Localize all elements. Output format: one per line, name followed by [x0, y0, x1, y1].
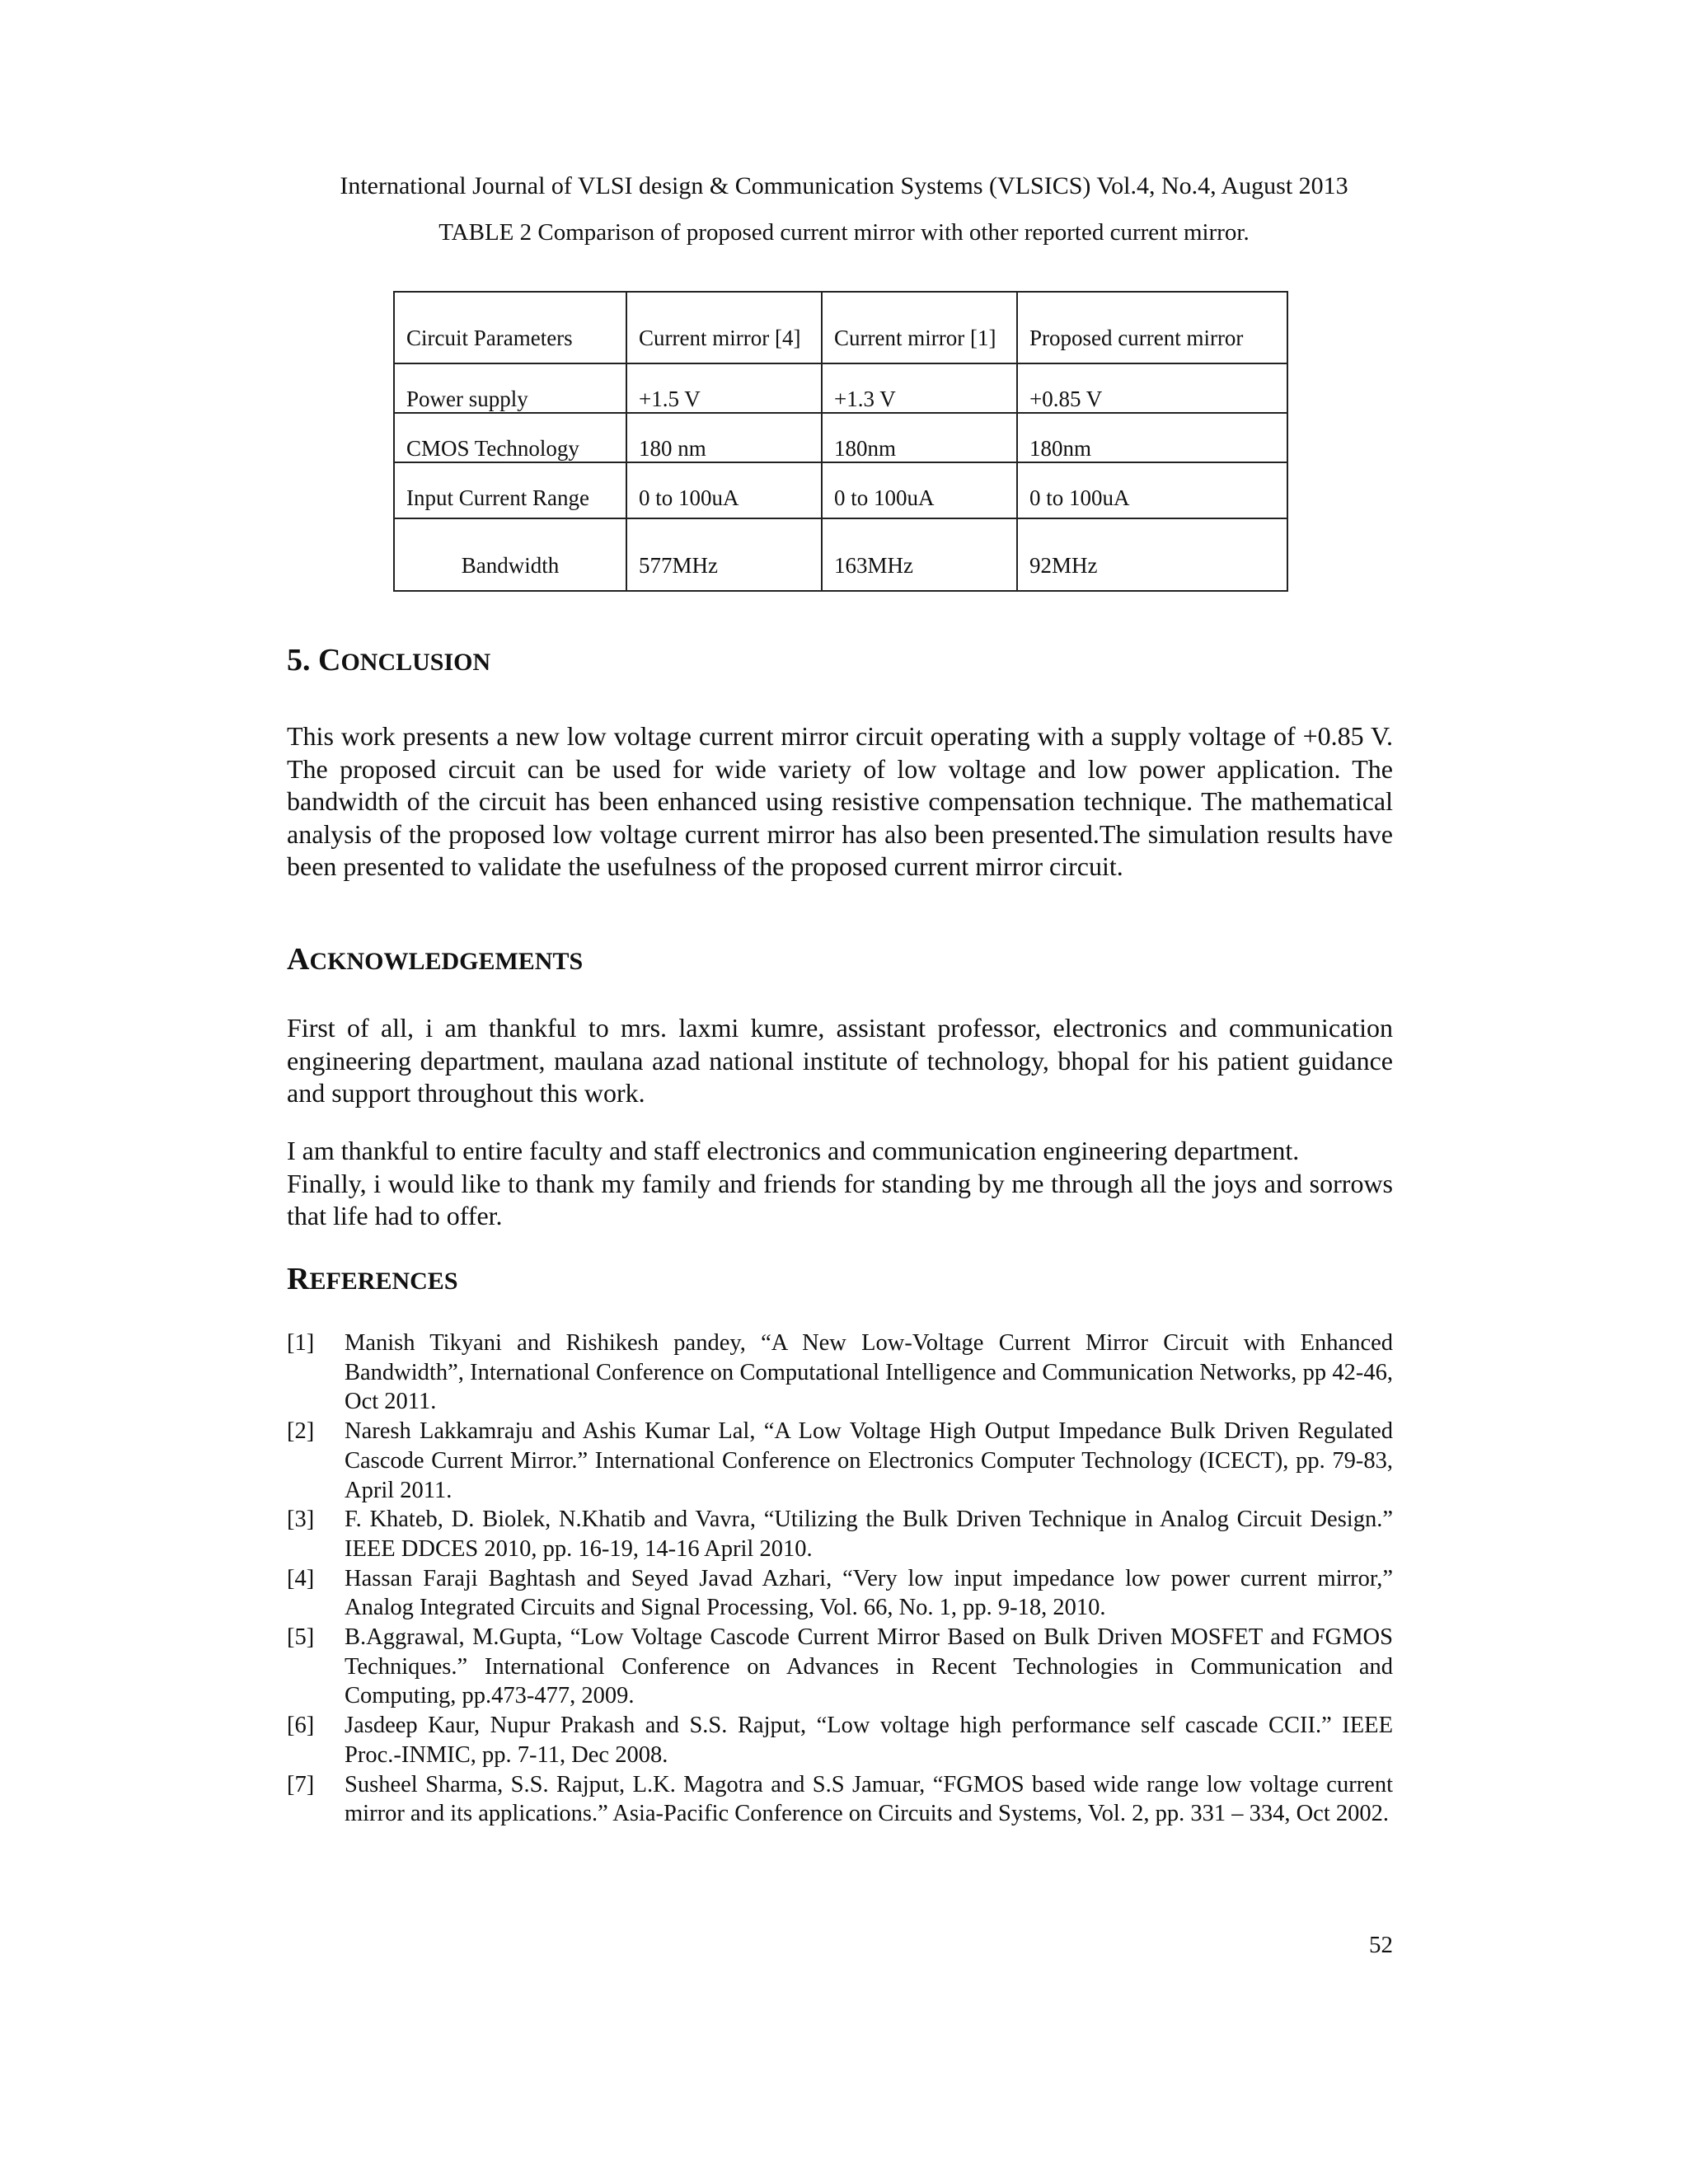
- table-cell: 180nm: [1017, 413, 1287, 462]
- table-cell: 577MHz: [626, 518, 822, 591]
- acknowledgements-paragraph-2: [287, 1135, 1393, 1233]
- table-cell: Circuit Parameters: [394, 292, 626, 363]
- conclusion-heading: [287, 640, 490, 682]
- reference-item: [287, 1770, 1393, 1829]
- table-cell: Current mirror [4]: [626, 292, 822, 363]
- table-row: [394, 413, 1287, 462]
- reference-item: [287, 1417, 1393, 1505]
- reference-number: [2]: [287, 1418, 315, 1445]
- reference-text: Jasdeep Kaur, Nupur Prakash and S.S. Rajput, “Low voltage high performance self cascade CCII.” IEEE Proc.-INMIC, pp. 7-11, Dec 2008.: [345, 1713, 1393, 1768]
- reference-item: [287, 1711, 1393, 1769]
- conclusion-heading-rest: ONCLUSION: [340, 649, 491, 676]
- reference-number: [7]: [287, 1771, 315, 1797]
- table-cell: 0 to 100uA: [822, 462, 1017, 518]
- references-heading-first: R: [287, 1262, 310, 1296]
- table-cell: Input Current Range: [394, 462, 626, 518]
- reference-item: [287, 1623, 1393, 1711]
- table-row: [394, 363, 1287, 413]
- reference-text: F. Khateb, D. Biolek, N.Khatib and Vavra, “Utilizing the Bulk Driven Technique in Analog Circuit Design.” IEEE DDCES 2010, pp. 16-19, 14-16 April 2010.: [345, 1507, 1393, 1562]
- acknowledgements-paragraph-1: First of all, i am thankful to mrs. laxmi kumre, assistant professor, electronics and communication engineering department, maulana azad national institute of technology, bhopal for his patient guidance and support throughout this work.: [287, 1013, 1393, 1108]
- references-heading-rest: EFERENCES: [309, 1268, 458, 1295]
- acknowledgements-heading-first: A: [287, 942, 310, 977]
- conclusion-paragraph: This work presents a new low voltage current mirror circuit operating with a supply voltage of +0.85 V. The proposed circuit can be used for wide variety of low voltage and low power application. The bandwidth of the circuit has been enhanced using resistive compensation technique. The mathematical analysis of the proposed low voltage current mirror has also been presented.The simulation results have been presented to validate the usefulness of the proposed current mirror circuit.: [287, 721, 1393, 881]
- table-cell: 0 to 100uA: [1017, 462, 1287, 518]
- reference-number: [3]: [287, 1507, 315, 1533]
- conclusion-heading-num: 5. C: [287, 643, 341, 677]
- table-cell: +0.85 V: [1017, 363, 1287, 413]
- running-head: International Journal of VLSI design & Communication Systems (VLSICS) Vol.4, No.4, August 2013: [340, 172, 1348, 199]
- reference-list: [287, 1329, 1393, 1829]
- table-caption: TABLE 2 Comparison of proposed current mirror with other reported current mirror.: [438, 219, 1250, 246]
- reference-number: [6]: [287, 1713, 315, 1739]
- table-cell: +1.3 V: [822, 363, 1017, 413]
- reference-text: Naresh Lakkamraju and Ashis Kumar Lal, “A Low Voltage High Output Impedance Bulk Driven Regulated Cascode Current Mirror.” International Conference on Electronics Computer Technology (ICECT), pp. 79-83, April 2011.: [345, 1418, 1393, 1503]
- table-cell: Current mirror [1]: [822, 292, 1017, 363]
- table-cell: CMOS Technology: [394, 413, 626, 462]
- reference-number: [1]: [287, 1330, 315, 1356]
- reference-text: Susheel Sharma, S.S. Rajput, L.K. Magotra and S.S Jamuar, “FGMOS based wide range low voltage current mirror and its applications.” Asia-Pacific Conference on Circuits and Systems, Vol. 2, pp. 331 – 334, Oct 2002.: [345, 1771, 1393, 1827]
- table-cell: 0 to 100uA: [626, 462, 822, 518]
- table-row: [394, 292, 1287, 363]
- table-cell: 163MHz: [822, 518, 1017, 591]
- reference-item: [287, 1564, 1393, 1623]
- table-cell: 92MHz: [1017, 518, 1287, 591]
- table-cell: 180 nm: [626, 413, 822, 462]
- page-number: 52: [1369, 1932, 1393, 1958]
- table-cell: +1.5 V: [626, 363, 822, 413]
- table-row: [394, 462, 1287, 518]
- reference-item: [287, 1505, 1393, 1563]
- references-heading: [287, 1259, 458, 1301]
- table-cell: Power supply: [394, 363, 626, 413]
- reference-text: Hassan Faraji Baghtash and Seyed Javad Azhari, “Very low input impedance low power current mirror,” Analog Integrated Circuits and Signal Processing, Vol. 66, No. 1, pp. 9-18, 2010.: [345, 1565, 1393, 1621]
- reference-number: [5]: [287, 1624, 315, 1651]
- table-cell: Proposed current mirror: [1017, 292, 1287, 363]
- reference-text: Manish Tikyani and Rishikesh pandey, “A New Low-Voltage Current Mirror Circuit with Enhanced Bandwidth”, International Conference on Computational Intelligence and Communication Networks, pp 42-46, Oct 2011.: [345, 1330, 1393, 1415]
- comparison-table: [393, 291, 1288, 592]
- acknowledgements-heading: [287, 940, 583, 982]
- reference-text: B.Aggrawal, M.Gupta, “Low Voltage Cascode Current Mirror Based on Bulk Driven MOSFET and FGMOS Techniques.” International Conference on Advances in Recent Technologies in Communication and Computing, pp.473-477, 2009.: [345, 1624, 1393, 1709]
- table-cell: Bandwidth: [394, 518, 626, 591]
- table-row: [394, 518, 1287, 591]
- acknowledgements-line: I am thankful to entire faculty and staff electronics and communication engineering department.: [287, 1136, 1300, 1165]
- acknowledgements-heading-rest: CKNOWLEDGEMENTS: [309, 948, 584, 975]
- reference-number: [4]: [287, 1565, 315, 1591]
- acknowledgements-line: Finally, i would like to thank my family and friends for standing by me through all the joys and sorrows that life had to offer.: [287, 1168, 1393, 1230]
- reference-item: [287, 1329, 1393, 1417]
- table-cell: 180nm: [822, 413, 1017, 462]
